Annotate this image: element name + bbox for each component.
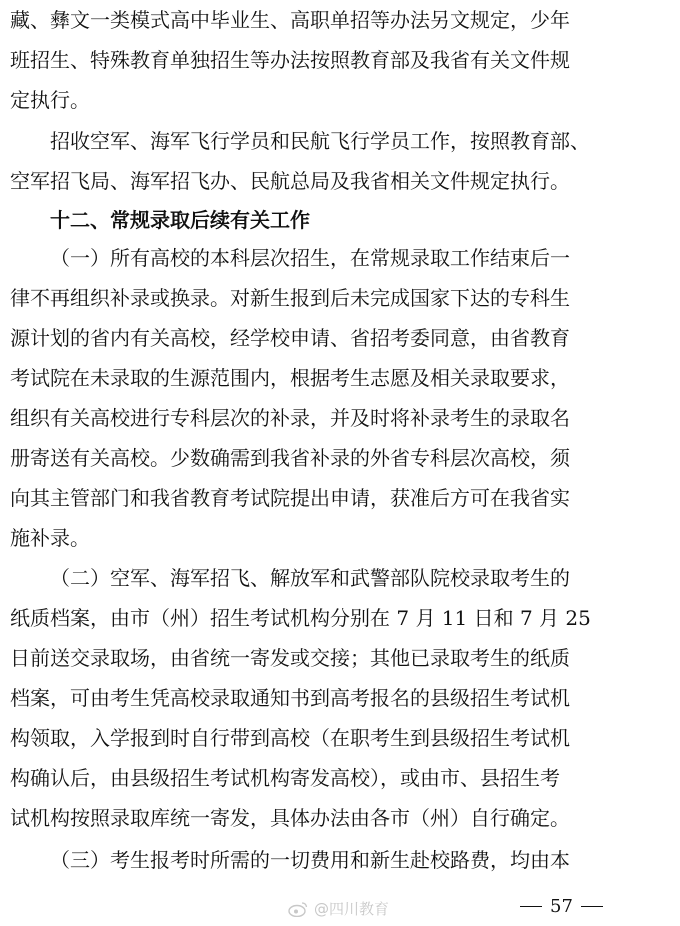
text-line: 试机构按照录取库统一寄发，具体办法由各市（州）自行确定。	[10, 806, 570, 830]
text-line: 律不再组织补录或换录。对新生报到后未完成国家下达的专科生	[10, 286, 570, 310]
text-line: 册寄送有关高校。少数确需到我省补录的外省专科层次高校，须	[10, 446, 570, 470]
text-line: 定执行。	[10, 88, 90, 112]
dash-left	[520, 906, 542, 907]
text-line: 施补录。	[10, 526, 90, 550]
text-line: 招收空军、海军飞行学员和民航飞行学员工作，按照教育部、	[50, 129, 590, 153]
text-line: 构领取，入学报到时自行带到高校（在职考生到县级招生考试机	[10, 726, 570, 750]
text-line: （二）空军、海军招飞、解放军和武警部队院校录取考生的	[50, 566, 570, 590]
text-line: （三）考生报考时所需的一切费用和新生赴校路费，均由本	[50, 848, 570, 872]
text-line: 日前送交录取场，由省统一寄发或交接；其他已录取考生的纸质	[10, 646, 570, 670]
page-number-value: 57	[550, 896, 573, 917]
text-line: 构确认后，由县级招生考试机构寄发高校），或由市、县招生考	[10, 766, 560, 790]
weibo-icon	[288, 901, 308, 917]
text-line: 藏、彝文一类模式高中毕业生、高职单招等办法另文规定，少年	[10, 8, 570, 32]
watermark-text: @四川教育	[314, 900, 390, 918]
text-line: 考试院在未录取的生源范围内，根据考生志愿及相关录取要求，	[10, 366, 570, 390]
page-number	[520, 896, 603, 917]
dash-right	[581, 906, 603, 907]
watermark	[288, 898, 389, 919]
text-line: （一）所有高校的本科层次招生，在常规录取工作结束后一	[50, 246, 570, 270]
text-line: 档案，可由考生凭高校录取通知书到高考报名的县级招生考试机	[10, 686, 570, 710]
text-line: 纸质档案，由市（州）招生考试机构分别在 7 月 11 日和 7 月 25	[10, 606, 591, 630]
text-line: 组织有关高校进行专科层次的补录，并及时将补录考生的录取名	[10, 406, 570, 430]
text-line: 空军招飞局、海军招飞办、民航总局及我省相关文件规定执行。	[10, 169, 570, 193]
section-heading: 十二、常规录取后续有关工作	[50, 208, 310, 232]
text-line: 向其主管部门和我省教育考试院提出申请，获准后方可在我省实	[10, 486, 570, 510]
text-line: 班招生、特殊教育单独招生等办法按照教育部及我省有关文件规	[10, 48, 570, 72]
text-line: 源计划的省内有关高校，经学校申请、省招考委同意，由省教育	[10, 326, 570, 350]
